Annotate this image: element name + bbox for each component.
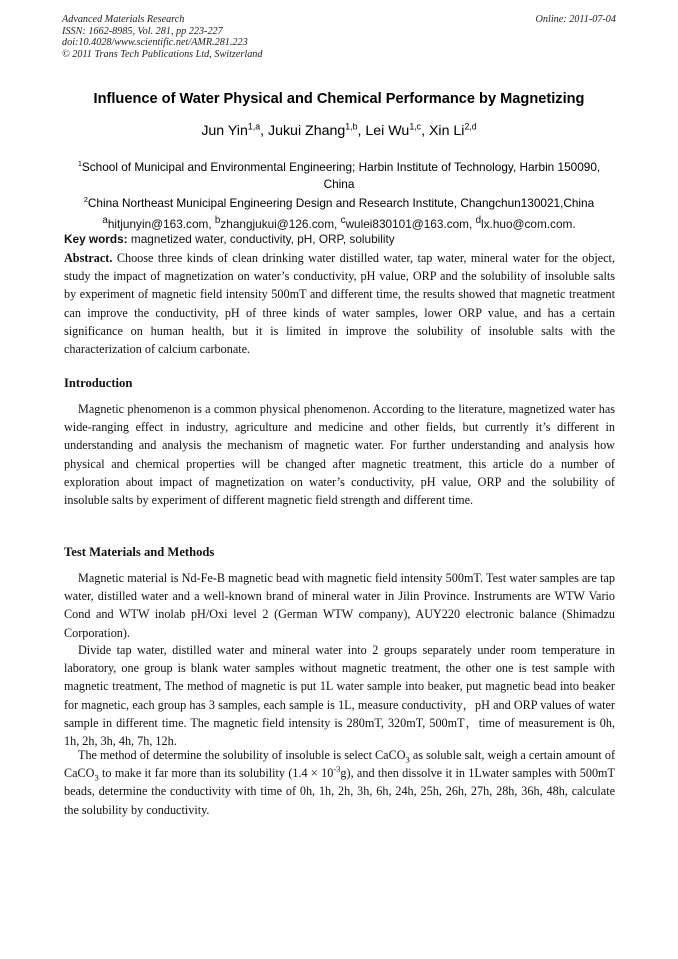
email-address: wulei830101@163.com (345, 216, 469, 231)
paper-title: Influence of Water Physical and Chemical Performance by Magnetizing (93, 91, 585, 107)
email-address: hitjunyin@163.com (107, 216, 209, 231)
methods-heading: Test Materials and Methods (64, 545, 215, 559)
abstract (64, 249, 615, 358)
journal-copyright: © 2011 Trans Tech Publications Ltd, Switzerland (62, 48, 263, 60)
methods-paragraph-1: Magnetic material is Nd-Fe-B magnetic bead with magnetic field intensity 500mT. Test water samples are tap water, distilled water and a well-known brand of mineral water in Jilin Province. Instruments are WTW Vario Cond and WTW inolab pH/Oxi level 2 (German WTW company), AUY220 electronic balance (Shimadzu Corporation). (64, 571, 615, 640)
author-affiliation-mark: 1,a (247, 121, 261, 132)
subscript: 3 (94, 772, 99, 783)
methods-paragraph-2: Divide tap water, distilled water and mineral water into 2 groups separately under room temperature in laboratory, one group is blank water samples without magnetic treatment, the other one is test sample with magnetic treatment, The method of magnetic is put 1L water sample into beaker, put magnetic bead into beaker for magnetic, each group has 3 samples, each sample is 1L, measure conductivity，pH and ORP values of water sample in different time. The magnetic field intensity is 280mT, 320mT, 500mT，time of measurement is 0h, 1h, 2h, 3h, 4h, 7h, 12h. (64, 643, 615, 749)
author-affiliation-mark: 1,c (409, 121, 422, 132)
keywords-text: magnetized water, conductivity, pH, ORP, solubility (127, 232, 395, 246)
email-mark: c (340, 215, 346, 226)
keywords-label: Key words: (64, 232, 128, 246)
subscript: 3 (405, 754, 410, 765)
methods-text: The method of determine the solubility of insoluble is select CaCO (78, 748, 406, 762)
author-name: Jun Yin (201, 123, 248, 139)
author-list: Jun Yin$^{1,a}$, Jukui Zhang$^{1,b}$, Lei Wu$^{1,c}$, Xin Li$^{2,d}$ (201, 121, 477, 139)
introduction-heading: Introduction (64, 376, 133, 390)
author-name: Jukui Zhang (267, 123, 346, 139)
journal-issn: ISSN: 1662-8985, Vol. 281, pp 223-227 (62, 25, 223, 37)
email-address: zhangjukui@126.com (220, 216, 335, 231)
affiliation-mark: 1 (77, 159, 82, 169)
methods-text: to make it far more than its solubility (1.4 × 10 (98, 766, 334, 781)
email-mark: a (102, 215, 108, 226)
email-list: $^a$hitjunyin@163.com, $^b$zhangjukui@126.com, $^c$wulei830101@163.com, $^d$lx.huo@com.com. (102, 215, 576, 231)
journal-header (62, 14, 616, 60)
affiliation-text: School of Municipal and Environmental Engineering; Harbin Institute of Technology, Harbin 150090, China (81, 160, 601, 191)
methods-text: as soluble salt, weigh a certain amount of CaCO (64, 748, 616, 781)
affiliation-mark: 2 (83, 195, 88, 205)
online-date: Online: 2011-07-04 (535, 14, 616, 25)
introduction-paragraph: Magnetic phenomenon is a common physical phenomenon. According to the literature, magnetized water has wide-ranging effect in industry, agriculture and medicine and other fields, but currently it’s different in understanding and analysis the mechanism of magnetic water. For further understanding and analysis how physical and chemical properties will be changed after magnetic treatment, this article do a number of exploration about impact of magnetization on water’s conductivity, pH value, ORP and the solubility of insoluble salts by experiment of different magnetic field strength and different time. (64, 402, 615, 508)
author-affiliation-mark: 1,b (345, 121, 358, 132)
journal-doi: doi:10.4028/www.scientific.net/AMR.281.223 (62, 37, 248, 49)
affiliation-text: China Northeast Municipal Engineering Design and Research Institute, Changchun130021,China (87, 196, 595, 210)
methods-paragraph-3 (64, 746, 615, 819)
methods-text: g), and then dissolve it in 1Lwater samples with 500mT beads, determine the conductivity with time of 0h, 1h, 2h, 3h, 6h, 24h, 25h, 26h, 27h, 28h, 36h, 48h, calculate the solubility by conductivity. (64, 766, 615, 817)
author-name: Lei Wu (365, 123, 410, 139)
email-address: lx.huo@com.com. (481, 216, 576, 231)
keywords (64, 231, 616, 248)
superscript: -3 (333, 764, 341, 775)
email-mark: d (475, 215, 482, 226)
abstract-label: Abstract. (64, 251, 113, 265)
author-name: Xin Li (428, 123, 465, 139)
email-mark: b (214, 215, 221, 226)
affiliation-2 (62, 195, 616, 212)
abstract-text: Choose three kinds of clean drinking water distilled water, tap water, mineral water for the object, study the impact of magnetization on water’s conductivity, pH value, ORP and the solubility of insoluble salts by experiment of magnetic field intensity 500mT and different time, the results showed that magnetic treatment can improve the conductivity, pH of three kinds of water samples, lower ORP value, and has a certain significance on human health, but it is limited in improve the solubility of insoluble salts with the characterization of calcium carbonate. (64, 251, 615, 357)
author-affiliation-mark: 2,d (464, 121, 477, 132)
journal-name: Advanced Materials Research (62, 14, 185, 25)
affiliation-1 (62, 159, 616, 193)
